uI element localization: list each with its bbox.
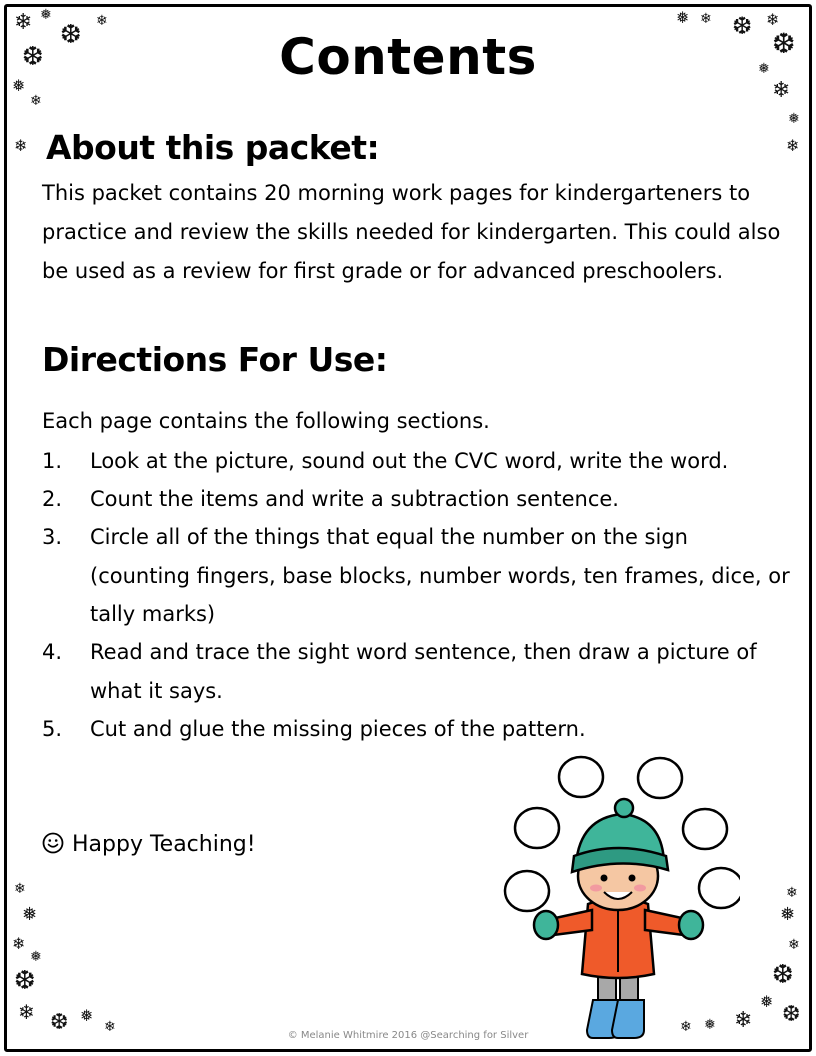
about-body: This packet contains 20 morning work pages for kindergarteners to practice and review the skills needed for kindergarten. This could also be used as a review for first grade or for advanced preschoolers. [42, 181, 781, 283]
list-item-text: Circle all of the things that equal the number on the sign (counting fingers, base blocks, number words, ten frames, dice, or tally marks) [90, 525, 790, 626]
list-item-number: 4. [42, 640, 63, 664]
directions-intro: Each page contains the following sections. [42, 409, 490, 433]
list-item-text: Read and trace the sight word sentence, then draw a picture of what it says. [90, 640, 757, 703]
list-item-text: Count the items and write a subtraction sentence. [90, 487, 619, 511]
page-title: Contents [279, 28, 537, 86]
list-item-text: Cut and glue the missing pieces of the pattern. [90, 717, 586, 741]
list-item-number: 2. [42, 487, 63, 511]
closing-line [42, 826, 256, 864]
directions-heading: Directions For Use: [42, 340, 388, 379]
list-item-number: 5. [42, 717, 63, 741]
list-item-number: 1. [42, 449, 63, 473]
kid-juggling-snowballs-illustration [500, 752, 740, 1044]
closing-text: Happy Teaching! [72, 832, 256, 857]
list-item-number: 3. [42, 525, 63, 549]
about-heading: About this packet: [46, 128, 380, 167]
copyright-footer: © Melanie Whitmire 2016 @Searching for Silver [287, 1030, 529, 1041]
list-item-text: Look at the picture, sound out the CVC word, write the word. [90, 449, 729, 473]
smiley-icon [42, 832, 64, 854]
